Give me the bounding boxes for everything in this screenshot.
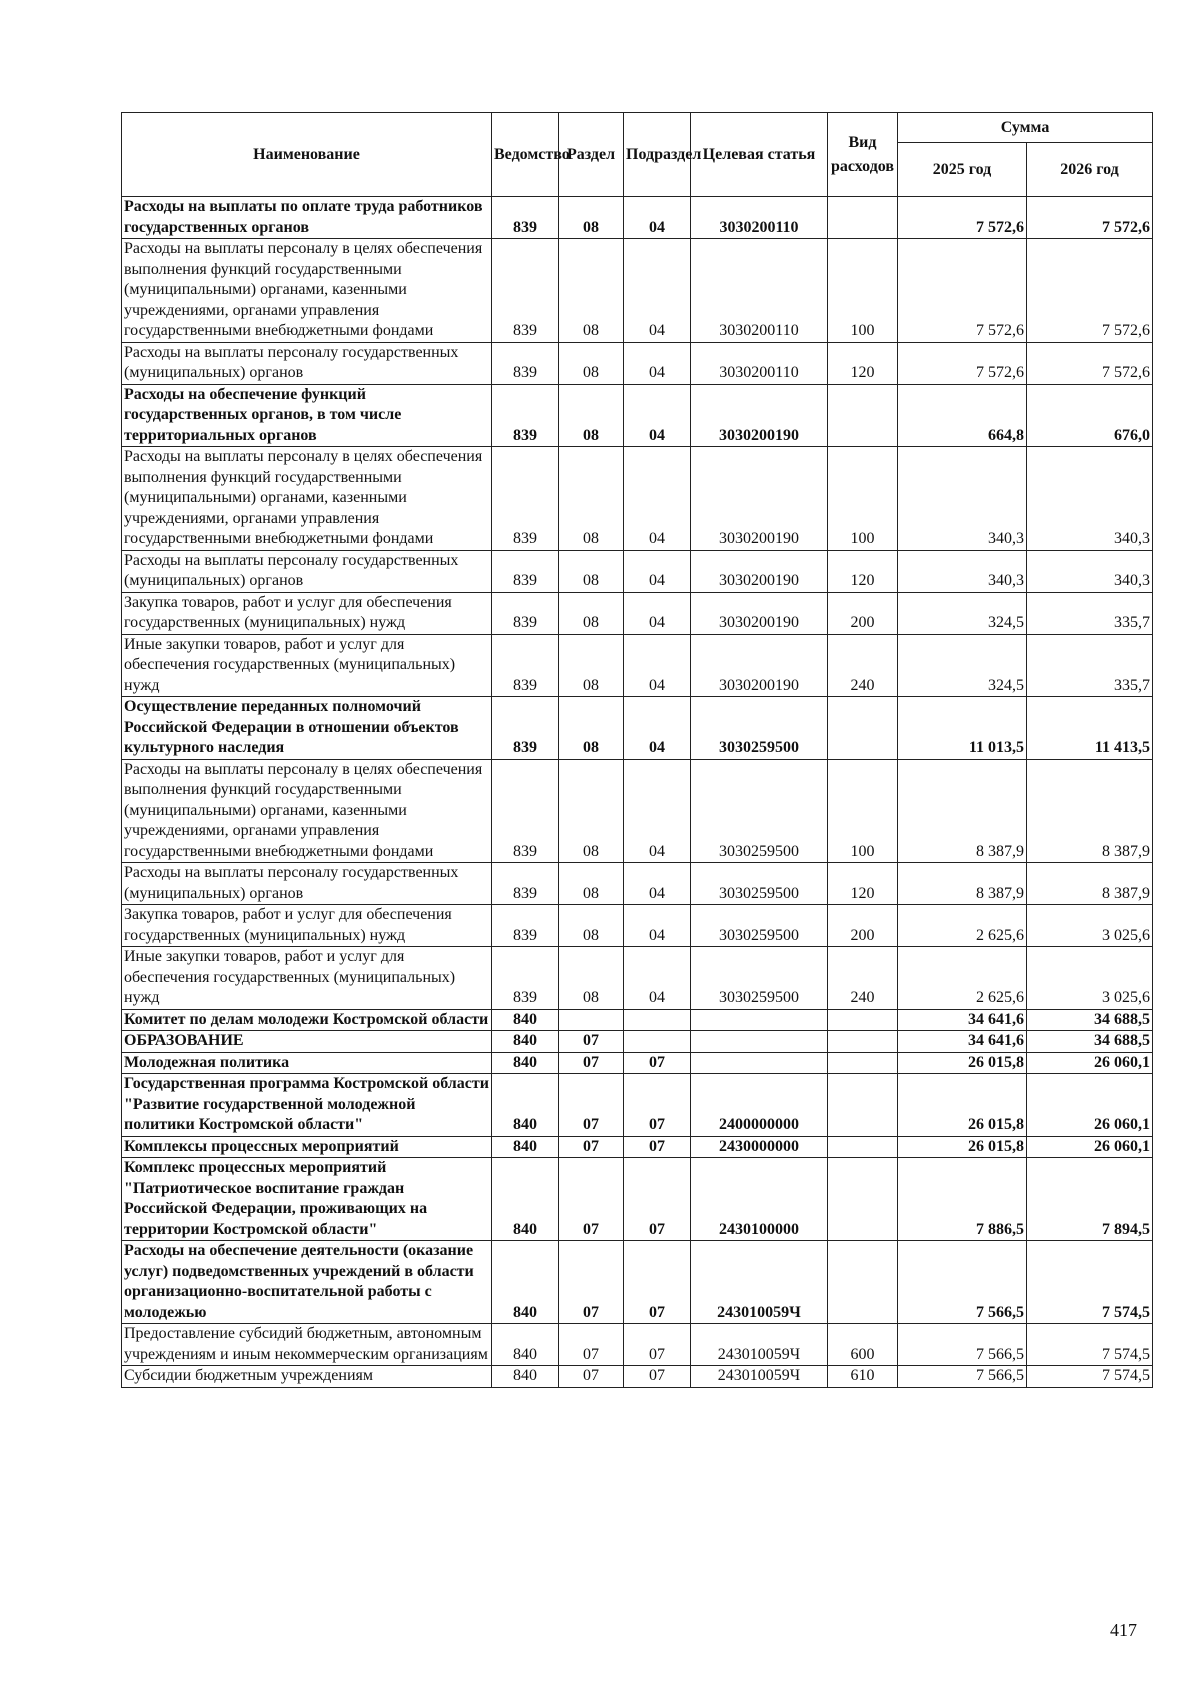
table-row <box>122 1031 1153 1053</box>
row-name-cell: Закупка товаров, работ и услуг для обеспечения государственных (муниципальных) нужд <box>122 592 492 634</box>
row-razdel-cell: 08 <box>559 863 624 905</box>
header-summa: Сумма <box>898 113 1153 143</box>
row-vid-cell: 100 <box>828 759 898 863</box>
row-name-cell: Расходы на выплаты по оплате труда работников государственных органов <box>122 197 492 239</box>
row-vid-cell <box>828 197 898 239</box>
row-podrazdel-cell: 04 <box>624 384 691 447</box>
row-name-cell: Расходы на выплаты персоналу в целях обеспечения выполнения функций государственными (муниципальными) органами, казенными учреждениями, органами управления государственными внебюджетными фондами <box>122 447 492 551</box>
table-row <box>122 905 1153 947</box>
row-podrazdel-cell: 04 <box>624 550 691 592</box>
table-row <box>122 197 1153 239</box>
row-sum-2026-cell: 7 572,6 <box>1027 239 1153 343</box>
row-sum-2025-cell: 7 572,6 <box>898 197 1027 239</box>
row-vid-cell: 120 <box>828 863 898 905</box>
row-podrazdel-cell <box>624 1031 691 1053</box>
table-row <box>122 239 1153 343</box>
row-razdel-cell: 07 <box>559 1241 624 1324</box>
header-name: Наименование <box>122 113 492 197</box>
row-razdel-cell: 07 <box>559 1136 624 1158</box>
table-row <box>122 1241 1153 1324</box>
row-vedomstvo-cell: 839 <box>492 239 559 343</box>
table-row <box>122 759 1153 863</box>
row-sum-2026-cell: 8 387,9 <box>1027 863 1153 905</box>
row-vedomstvo-cell: 840 <box>492 1052 559 1074</box>
row-podrazdel-cell: 04 <box>624 947 691 1010</box>
row-razdel-cell: 08 <box>559 905 624 947</box>
row-vid-cell: 100 <box>828 447 898 551</box>
row-podrazdel-cell: 07 <box>624 1136 691 1158</box>
row-vid-cell: 610 <box>828 1366 898 1388</box>
row-celevaya-cell: 3030259500 <box>691 905 828 947</box>
row-razdel-cell: 08 <box>559 384 624 447</box>
row-vid-cell: 200 <box>828 905 898 947</box>
row-vid-cell: 240 <box>828 947 898 1010</box>
row-name-cell: Расходы на выплаты персоналу государственных (муниципальных) органов <box>122 342 492 384</box>
row-razdel-cell: 08 <box>559 759 624 863</box>
row-sum-2026-cell: 26 060,1 <box>1027 1052 1153 1074</box>
table-row <box>122 863 1153 905</box>
row-sum-2025-cell: 7 886,5 <box>898 1158 1027 1241</box>
table-row <box>122 1074 1153 1137</box>
row-razdel-cell: 07 <box>559 1074 624 1137</box>
row-vedomstvo-cell: 839 <box>492 197 559 239</box>
table-row <box>122 1324 1153 1366</box>
row-vedomstvo-cell: 839 <box>492 947 559 1010</box>
row-sum-2026-cell: 7 572,6 <box>1027 342 1153 384</box>
header-year-2025: 2025 год <box>898 143 1027 197</box>
row-name-cell: Расходы на выплаты персоналу в целях обеспечения выполнения функций государственными (муниципальными) органами, казенными учреждениями, органами управления государственными внебюджетными фондами <box>122 759 492 863</box>
row-name-cell: Комплексы процессных мероприятий <box>122 1136 492 1158</box>
row-name-cell: Комплекс процессных мероприятий "Патриотическое воспитание граждан Российской Федерации, проживающих на территории Костромской области" <box>122 1158 492 1241</box>
row-razdel-cell: 08 <box>559 342 624 384</box>
row-sum-2025-cell: 7 572,6 <box>898 239 1027 343</box>
row-name-cell: Расходы на выплаты персоналу в целях обеспечения выполнения функций государственными (муниципальными) органами, казенными учреждениями, органами управления государственными внебюджетными фондами <box>122 239 492 343</box>
row-celevaya-cell: 3030200190 <box>691 592 828 634</box>
row-vid-cell: 600 <box>828 1324 898 1366</box>
row-sum-2025-cell: 664,8 <box>898 384 1027 447</box>
table-body <box>122 197 1153 1388</box>
row-sum-2026-cell: 34 688,5 <box>1027 1009 1153 1031</box>
row-sum-2026-cell: 7 574,5 <box>1027 1241 1153 1324</box>
row-sum-2026-cell: 7 574,5 <box>1027 1324 1153 1366</box>
row-podrazdel-cell: 04 <box>624 863 691 905</box>
row-podrazdel-cell: 04 <box>624 634 691 697</box>
row-vid-cell <box>828 1136 898 1158</box>
row-sum-2026-cell: 340,3 <box>1027 550 1153 592</box>
row-razdel-cell: 08 <box>559 197 624 239</box>
row-name-cell: Расходы на обеспечение функций государственных органов, в том числе территориальных органов <box>122 384 492 447</box>
table-row <box>122 947 1153 1010</box>
row-sum-2025-cell: 324,5 <box>898 634 1027 697</box>
row-vedomstvo-cell: 839 <box>492 634 559 697</box>
row-vedomstvo-cell: 840 <box>492 1074 559 1137</box>
row-vid-cell <box>828 1031 898 1053</box>
row-celevaya-cell: 3030200110 <box>691 342 828 384</box>
row-name-cell: Предоставление субсидий бюджетным, автономным учреждениям и иным некоммерческим организациям <box>122 1324 492 1366</box>
row-name-cell: Государственная программа Костромской области "Развитие государственной молодежной политики Костромской области" <box>122 1074 492 1137</box>
table-row <box>122 1158 1153 1241</box>
row-sum-2025-cell: 7 566,5 <box>898 1324 1027 1366</box>
row-vedomstvo-cell: 839 <box>492 592 559 634</box>
row-sum-2025-cell: 34 641,6 <box>898 1031 1027 1053</box>
row-vedomstvo-cell: 839 <box>492 550 559 592</box>
row-sum-2026-cell: 34 688,5 <box>1027 1031 1153 1053</box>
row-sum-2025-cell: 340,3 <box>898 447 1027 551</box>
table-row <box>122 550 1153 592</box>
row-podrazdel-cell: 04 <box>624 239 691 343</box>
row-razdel-cell: 07 <box>559 1052 624 1074</box>
row-celevaya-cell: 3030259500 <box>691 697 828 760</box>
row-celevaya-cell: 3030259500 <box>691 863 828 905</box>
row-vedomstvo-cell: 840 <box>492 1158 559 1241</box>
row-vid-cell: 120 <box>828 550 898 592</box>
table-row <box>122 342 1153 384</box>
row-celevaya-cell: 3030200190 <box>691 384 828 447</box>
row-vid-cell <box>828 697 898 760</box>
row-podrazdel-cell: 07 <box>624 1052 691 1074</box>
row-razdel-cell <box>559 1009 624 1031</box>
row-sum-2026-cell: 7 574,5 <box>1027 1366 1153 1388</box>
row-razdel-cell: 08 <box>559 947 624 1010</box>
row-vedomstvo-cell: 840 <box>492 1009 559 1031</box>
header-podrazdel: Подраздел <box>624 113 691 197</box>
row-celevaya-cell: 3030200190 <box>691 447 828 551</box>
row-celevaya-cell: 3030259500 <box>691 759 828 863</box>
row-name-cell: Осуществление переданных полномочий Российской Федерации в отношении объектов культурного наследия <box>122 697 492 760</box>
row-vedomstvo-cell: 839 <box>492 697 559 760</box>
row-celevaya-cell: 2430100000 <box>691 1158 828 1241</box>
row-vedomstvo-cell: 840 <box>492 1324 559 1366</box>
row-celevaya-cell: 3030200190 <box>691 550 828 592</box>
budget-table <box>121 112 1153 1388</box>
row-name-cell: Закупка товаров, работ и услуг для обеспечения государственных (муниципальных) нужд <box>122 905 492 947</box>
row-sum-2025-cell: 26 015,8 <box>898 1136 1027 1158</box>
table-row <box>122 384 1153 447</box>
row-podrazdel-cell: 04 <box>624 197 691 239</box>
row-vid-cell <box>828 1009 898 1031</box>
row-razdel-cell: 08 <box>559 239 624 343</box>
row-name-cell: Комитет по делам молодежи Костромской области <box>122 1009 492 1031</box>
table-row <box>122 1052 1153 1074</box>
row-celevaya-cell <box>691 1052 828 1074</box>
row-podrazdel-cell: 04 <box>624 905 691 947</box>
row-vid-cell <box>828 384 898 447</box>
row-razdel-cell: 08 <box>559 592 624 634</box>
row-razdel-cell: 07 <box>559 1158 624 1241</box>
row-name-cell: Иные закупки товаров, работ и услуг для обеспечения государственных (муниципальных) нужд <box>122 947 492 1010</box>
row-vedomstvo-cell: 840 <box>492 1136 559 1158</box>
row-celevaya-cell: 3030200110 <box>691 239 828 343</box>
row-razdel-cell: 08 <box>559 697 624 760</box>
row-vid-cell: 240 <box>828 634 898 697</box>
header-razdel: Раздел <box>559 113 624 197</box>
row-vid-cell: 120 <box>828 342 898 384</box>
table-row <box>122 592 1153 634</box>
row-sum-2025-cell: 11 013,5 <box>898 697 1027 760</box>
row-celevaya-cell: 2430000000 <box>691 1136 828 1158</box>
row-sum-2026-cell: 340,3 <box>1027 447 1153 551</box>
row-celevaya-cell: 2400000000 <box>691 1074 828 1137</box>
row-name-cell: Иные закупки товаров, работ и услуг для обеспечения государственных (муниципальных) нужд <box>122 634 492 697</box>
row-sum-2026-cell: 26 060,1 <box>1027 1136 1153 1158</box>
row-celevaya-cell <box>691 1031 828 1053</box>
header-vedomstvo: Ведомство <box>492 113 559 197</box>
row-vedomstvo-cell: 840 <box>492 1031 559 1053</box>
row-sum-2025-cell: 324,5 <box>898 592 1027 634</box>
row-vid-cell <box>828 1241 898 1324</box>
table-row <box>122 447 1153 551</box>
table-row <box>122 1136 1153 1158</box>
row-sum-2025-cell: 2 625,6 <box>898 947 1027 1010</box>
row-name-cell: Расходы на выплаты персоналу государственных (муниципальных) органов <box>122 863 492 905</box>
row-podrazdel-cell: 07 <box>624 1074 691 1137</box>
row-vedomstvo-cell: 839 <box>492 905 559 947</box>
row-sum-2025-cell: 7 566,5 <box>898 1366 1027 1388</box>
row-vedomstvo-cell: 840 <box>492 1366 559 1388</box>
row-vedomstvo-cell: 839 <box>492 447 559 551</box>
row-podrazdel-cell: 07 <box>624 1366 691 1388</box>
row-celevaya-cell: 3030200190 <box>691 634 828 697</box>
row-name-cell: Расходы на выплаты персоналу государственных (муниципальных) органов <box>122 550 492 592</box>
row-name-cell: Расходы на обеспечение деятельности (оказание услуг) подведомственных учреждений в области организационно-воспитательной работы с молодежью <box>122 1241 492 1324</box>
row-podrazdel-cell: 07 <box>624 1324 691 1366</box>
row-podrazdel-cell: 04 <box>624 447 691 551</box>
row-sum-2025-cell: 7 572,6 <box>898 342 1027 384</box>
row-vid-cell <box>828 1052 898 1074</box>
row-sum-2026-cell: 335,7 <box>1027 634 1153 697</box>
row-podrazdel-cell <box>624 1009 691 1031</box>
row-podrazdel-cell: 04 <box>624 697 691 760</box>
row-razdel-cell: 07 <box>559 1031 624 1053</box>
row-sum-2025-cell: 26 015,8 <box>898 1052 1027 1074</box>
row-vid-cell: 200 <box>828 592 898 634</box>
row-vid-cell <box>828 1158 898 1241</box>
row-podrazdel-cell: 07 <box>624 1241 691 1324</box>
table-row <box>122 697 1153 760</box>
row-sum-2025-cell: 26 015,8 <box>898 1074 1027 1137</box>
table-row <box>122 1366 1153 1388</box>
row-vedomstvo-cell: 839 <box>492 759 559 863</box>
row-name-cell: Субсидии бюджетным учреждениям <box>122 1366 492 1388</box>
row-sum-2026-cell: 676,0 <box>1027 384 1153 447</box>
row-razdel-cell: 08 <box>559 634 624 697</box>
page-number: 417 <box>1110 1620 1137 1640</box>
row-razdel-cell: 07 <box>559 1324 624 1366</box>
row-sum-2026-cell: 8 387,9 <box>1027 759 1153 863</box>
row-podrazdel-cell: 04 <box>624 342 691 384</box>
row-sum-2025-cell: 2 625,6 <box>898 905 1027 947</box>
row-razdel-cell: 07 <box>559 1366 624 1388</box>
row-celevaya-cell: 243010059Ч <box>691 1324 828 1366</box>
row-sum-2025-cell: 34 641,6 <box>898 1009 1027 1031</box>
row-sum-2025-cell: 8 387,9 <box>898 863 1027 905</box>
row-sum-2026-cell: 335,7 <box>1027 592 1153 634</box>
row-celevaya-cell: 3030200110 <box>691 197 828 239</box>
header-year-2026: 2026 год <box>1027 143 1153 197</box>
header-vid-rashodov: Вид расходов <box>828 113 898 197</box>
row-podrazdel-cell: 04 <box>624 759 691 863</box>
row-podrazdel-cell: 04 <box>624 592 691 634</box>
row-razdel-cell: 08 <box>559 447 624 551</box>
row-sum-2025-cell: 7 566,5 <box>898 1241 1027 1324</box>
row-sum-2026-cell: 11 413,5 <box>1027 697 1153 760</box>
row-razdel-cell: 08 <box>559 550 624 592</box>
row-vedomstvo-cell: 839 <box>492 342 559 384</box>
header-celevaya-statya: Целевая статья <box>691 113 828 197</box>
row-vid-cell <box>828 1074 898 1137</box>
row-vid-cell: 100 <box>828 239 898 343</box>
table-row <box>122 1009 1153 1031</box>
table-row <box>122 634 1153 697</box>
row-name-cell: Молодежная политика <box>122 1052 492 1074</box>
row-sum-2026-cell: 3 025,6 <box>1027 947 1153 1010</box>
row-celevaya-cell <box>691 1009 828 1031</box>
row-vedomstvo-cell: 840 <box>492 1241 559 1324</box>
row-sum-2026-cell: 7 894,5 <box>1027 1158 1153 1241</box>
row-podrazdel-cell: 07 <box>624 1158 691 1241</box>
row-celevaya-cell: 3030259500 <box>691 947 828 1010</box>
row-sum-2025-cell: 8 387,9 <box>898 759 1027 863</box>
row-sum-2026-cell: 3 025,6 <box>1027 905 1153 947</box>
row-sum-2026-cell: 7 572,6 <box>1027 197 1153 239</box>
row-sum-2025-cell: 340,3 <box>898 550 1027 592</box>
row-celevaya-cell: 243010059Ч <box>691 1366 828 1388</box>
row-name-cell: ОБРАЗОВАНИЕ <box>122 1031 492 1053</box>
row-vedomstvo-cell: 839 <box>492 384 559 447</box>
row-sum-2026-cell: 26 060,1 <box>1027 1074 1153 1137</box>
row-celevaya-cell: 243010059Ч <box>691 1241 828 1324</box>
row-vedomstvo-cell: 839 <box>492 863 559 905</box>
